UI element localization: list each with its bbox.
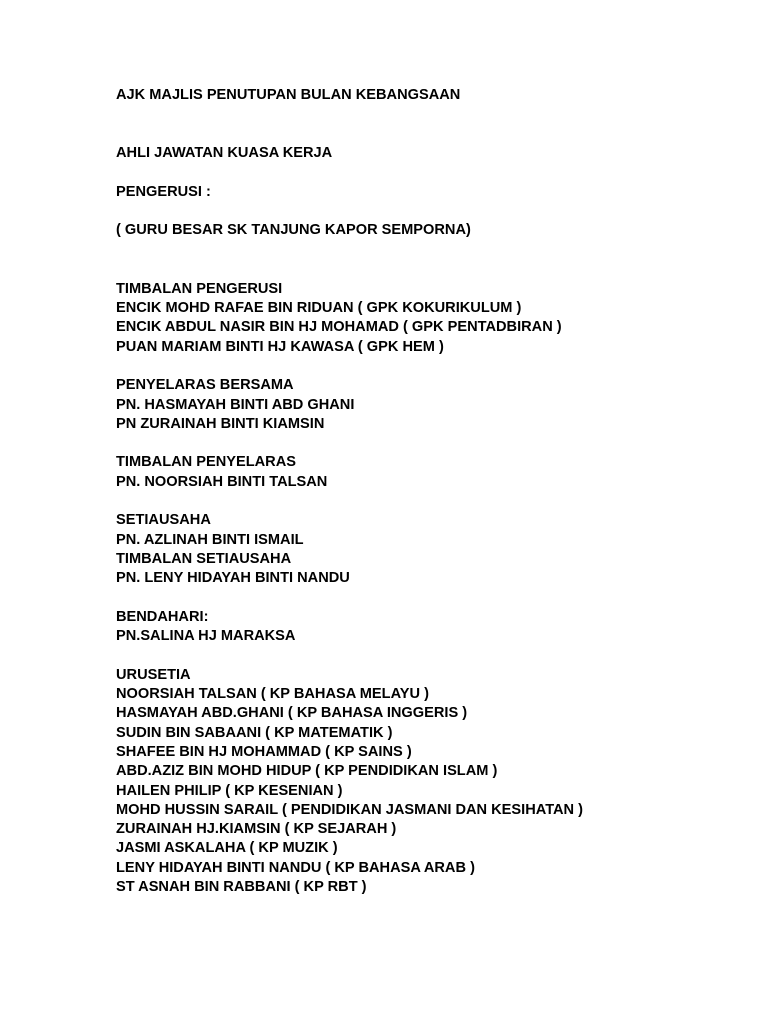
secretariat-member: HAILEN PHILIP ( KP KESENIAN ): [116, 782, 343, 799]
document-title: AJK MAJLIS PENUTUPAN BULAN KEBANGSAAN: [116, 87, 461, 103]
secretariat-member: JASMI ASKALAHA ( KP MUZIK ): [116, 840, 338, 857]
spacer: [116, 105, 736, 144]
joint-coordinator-member: PN. HASMAYAH BINTI ABD GHANI: [116, 396, 355, 413]
spacer: [116, 202, 736, 221]
vice-chair-member: PUAN MARIAM BINTI HJ KAWASA ( GPK HEM ): [116, 338, 444, 355]
committee-heading: AHLI JAWATAN KUASA KERJA: [116, 145, 333, 162]
secretariat-member: HASMAYAH ABD.GHANI ( KP BAHASA INGGERIS ): [116, 705, 468, 722]
secretariat-member: LENY HIDAYAH BINTI NANDU ( KP BAHASA ARAB ): [116, 859, 475, 876]
spacer: [116, 589, 736, 608]
spacer: [116, 241, 736, 280]
vice-chair-member: ENCIK ABDUL NASIR BIN HJ MOHAMAD ( GPK PENTADBIRAN ): [116, 319, 562, 336]
document-body: [116, 86, 736, 897]
deputy-coordinator-member: PN. NOORSIAH BINTI TALSAN: [116, 473, 328, 490]
joint-coordinator-member: PN ZURAINAH BINTI KIAMSIN: [116, 415, 325, 432]
secretariat-label: URUSETIA: [116, 666, 191, 683]
secretariat-member: SHAFEE BIN HJ MOHAMMAD ( KP SAINS ): [116, 743, 412, 760]
secretariat-member: MOHD HUSSIN SARAIL ( PENDIDIKAN JASMANI DAN KESIHATAN ): [116, 801, 584, 818]
spacer: [116, 164, 736, 183]
spacer: [116, 357, 736, 376]
secretariat-member: ST ASNAH BIN RABBANI ( KP RBT ): [116, 878, 367, 895]
deputy-coordinator-label: TIMBALAN PENYELARAS: [116, 454, 296, 471]
chair-value: ( GURU BESAR SK TANJUNG KAPOR SEMPORNA): [116, 222, 471, 239]
treasurer-member: PN.SALINA HJ MARAKSA: [116, 628, 296, 645]
secretariat-member: ZURAINAH HJ.KIAMSIN ( KP SEJARAH ): [116, 821, 397, 838]
spacer: [116, 434, 736, 453]
treasurer-label: BENDAHARI:: [116, 608, 209, 625]
secretariat-member: SUDIN BIN SABAANI ( KP MATEMATIK ): [116, 724, 393, 741]
spacer: [116, 492, 736, 511]
deputy-secretary-member: PN. LENY HIDAYAH BINTI NANDU: [116, 570, 350, 587]
spacer: [116, 646, 736, 665]
secretariat-member: NOORSIAH TALSAN ( KP BAHASA MELAYU ): [116, 686, 429, 703]
chair-label: PENGERUSI :: [116, 183, 211, 200]
secretary-label: SETIAUSAHA: [116, 512, 211, 529]
vice-chair-label: TIMBALAN PENGERUSI: [116, 280, 283, 297]
deputy-secretary-label: TIMBALAN SETIAUSAHA: [116, 550, 292, 567]
joint-coordinators-label: PENYELARAS BERSAMA: [116, 377, 294, 394]
vice-chair-member: ENCIK MOHD RAFAE BIN RIDUAN ( GPK KOKURIKULUM ): [116, 300, 522, 317]
secretary-member: PN. AZLINAH BINTI ISMAIL: [116, 531, 304, 548]
secretariat-member: ABD.AZIZ BIN MOHD HIDUP ( KP PENDIDIKAN ISLAM ): [116, 763, 498, 780]
